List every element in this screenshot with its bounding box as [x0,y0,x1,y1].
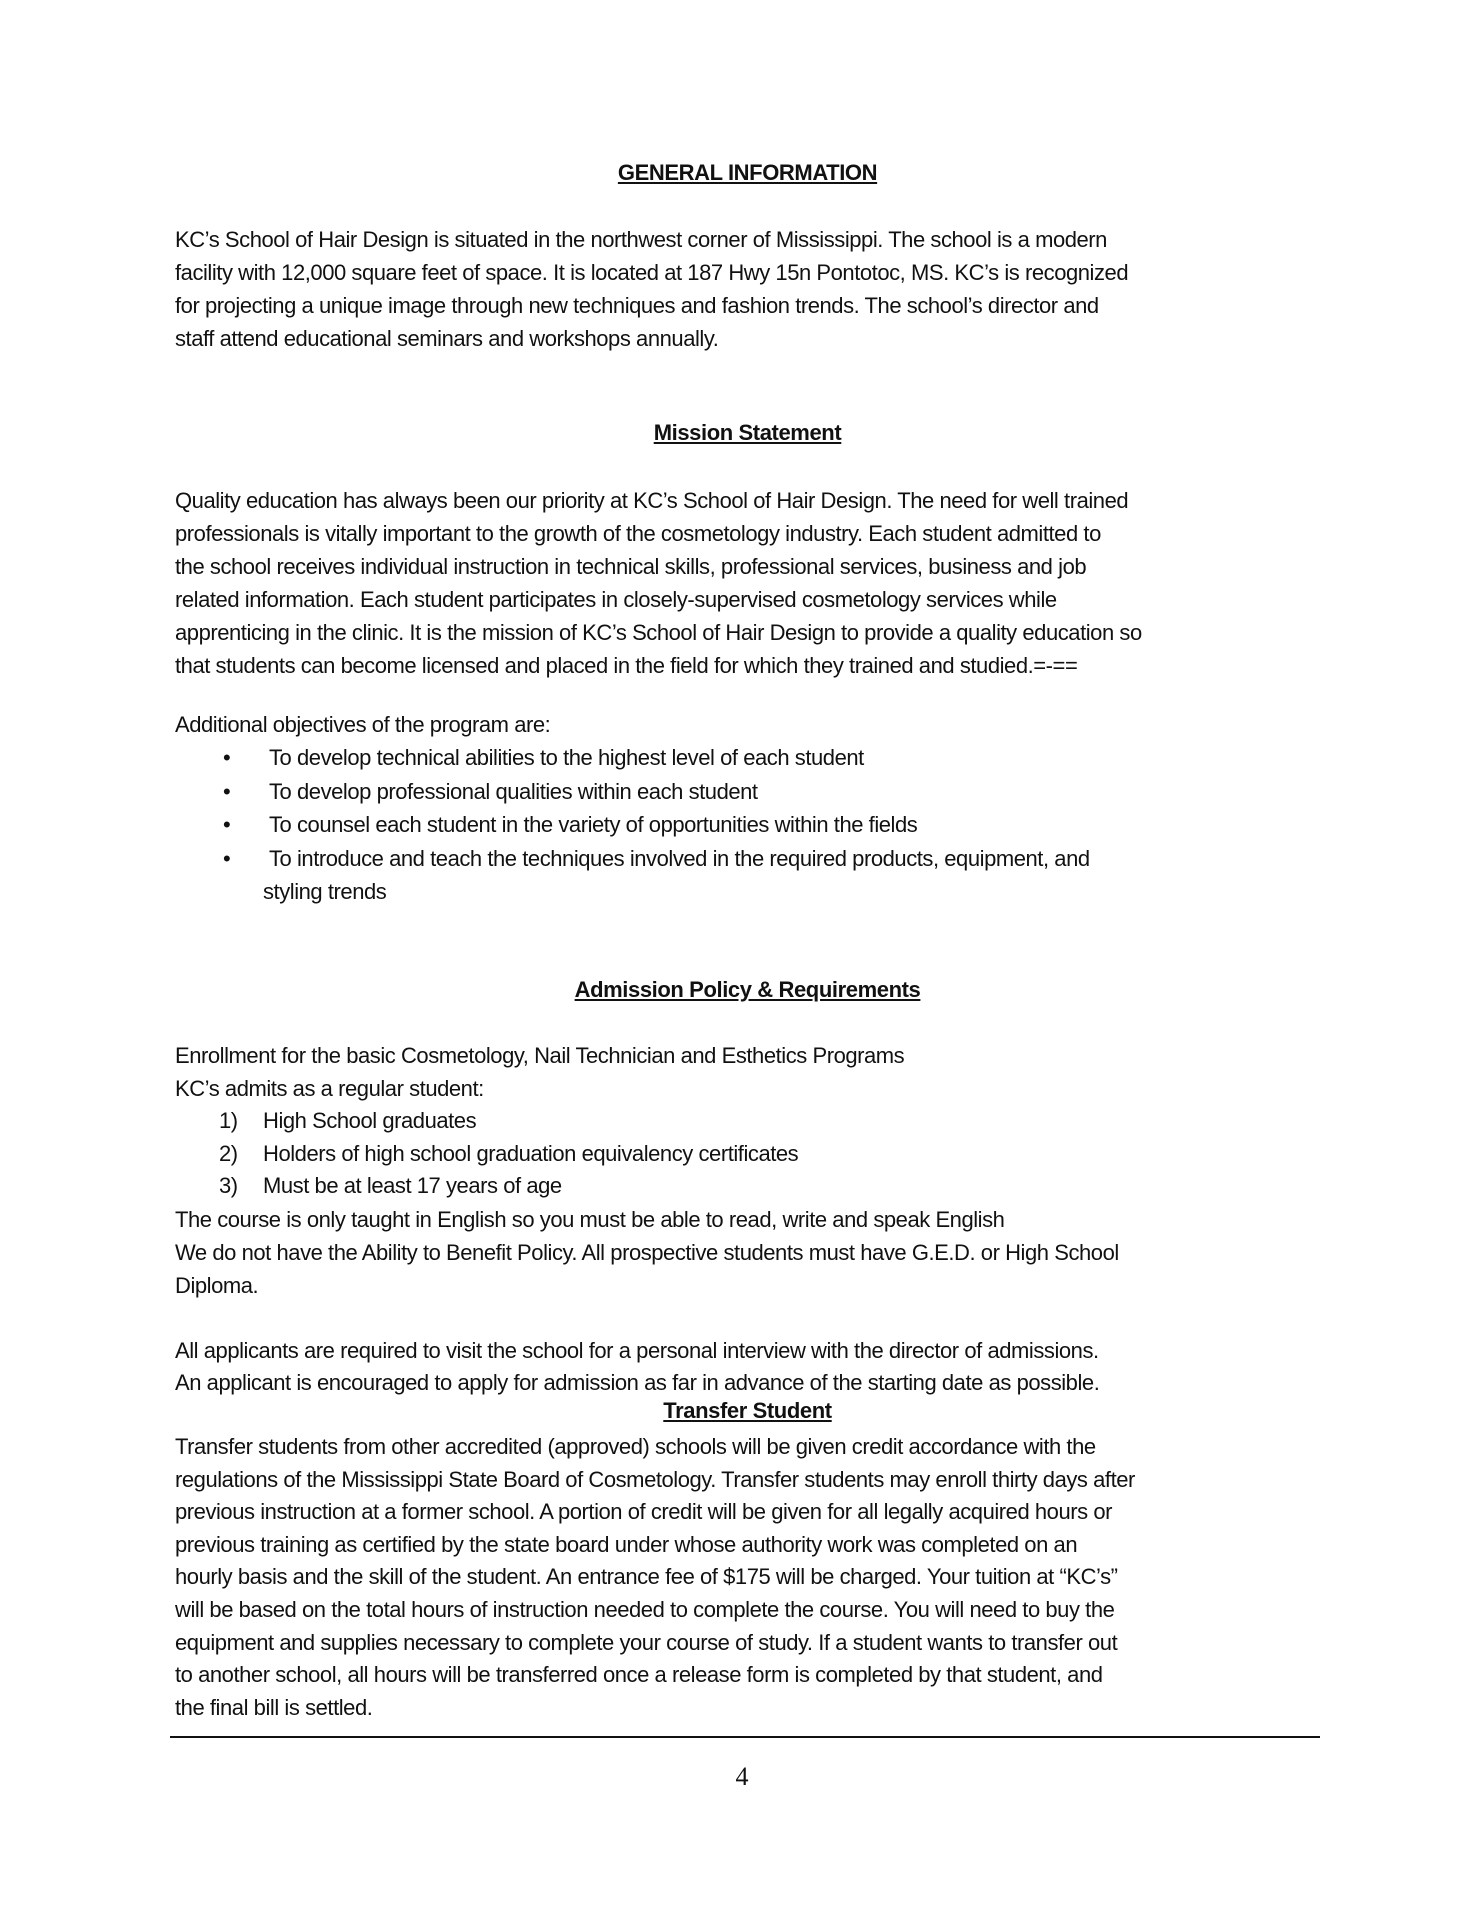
text-line: for projecting a unique image through new techniques and fashion trends. The school’s director and [175,293,1099,318]
admission-details [175,1203,1320,1302]
text-line: professionals is vitally important to the growth of the cosmetology industry. Each student admitted to [175,521,1101,546]
mission-statement-heading: Mission Statement [653,420,842,445]
text-line: We do not have the Ability to Benefit Policy. All prospective students must have G.E.D. or High School [175,1240,1119,1265]
text-line: staff attend educational seminars and workshops annually. [175,326,719,351]
objective-continuation: styling trends [263,879,387,904]
text-line: The course is only taught in English so you must be able to read, write and speak English [175,1207,1005,1232]
text-line: the final bill is settled. [175,1694,373,1720]
list-number: 3) [219,1173,238,1198]
text-line: KC’s School of Hair Design is situated in the northwest corner of Mississippi. The school is a modern [175,227,1107,252]
objectives-intro: Additional objectives of the program are: [175,712,551,737]
bullet-icon: • [223,745,231,770]
text-line: apprenticing in the clinic. It is the mission of KC’s School of Hair Design to provide a quality education so [175,620,1142,645]
text-line: facility with 12,000 square feet of space. It is located at 187 Hwy 15n Pontotoc, MS. KC’s is recognized [175,260,1129,285]
list-number: 1) [219,1108,238,1133]
requirement-item: 2) Holders of high school graduation equivalency certificates [175,1138,1320,1171]
objectives-list [175,741,1320,909]
text-line: hourly basis and the skill of the student. An entrance fee of $175 will be charged. Your tuition at “KC’s” [175,1564,1118,1590]
general-information-heading: GENERAL INFORMATION [617,160,878,185]
requirement-item: 1) High School graduates [175,1105,1320,1138]
text-line: previous instruction at a former school. A portion of credit will be given for all legally acquired hours or [175,1499,1113,1525]
text-line: related information. Each student participates in closely-supervised cosmetology services while [175,587,1057,612]
page-number: 4 [735,1762,749,1791]
admission-policy-heading: Admission Policy & Requirements [574,977,921,1002]
text-line: Diploma. [175,1273,259,1298]
bullet-icon: • [223,778,231,804]
bullet-icon: • [223,812,231,837]
objective-item: • To develop technical abilities to the highest level of each student [175,741,1320,775]
text-line: An applicant is encouraged to apply for admission as far in advance of the starting date as possible. [175,1370,1100,1395]
text-line: Transfer students from other accredited (approved) schools will be given credit accordance with the [175,1434,1096,1459]
text-line: the school receives individual instruction in technical skills, professional services, business and job [175,554,1087,579]
interview-paragraph [175,1335,1320,1399]
admission-intro [175,1039,1320,1105]
text-line: All applicants are required to visit the school for a personal interview with the director of admissions. [175,1338,1099,1363]
mission-statement-paragraph [175,484,1320,682]
text-line: Quality education has always been our priority at KC’s School of Hair Design. The need for well trained [175,488,1129,513]
list-number: 2) [219,1140,238,1166]
text-line: KC’s admits as a regular student: [175,1076,484,1101]
general-information-paragraph [175,223,1320,355]
transfer-student-paragraph [175,1431,1320,1724]
text-line: will be based on the total hours of instruction needed to complete the course. You will need to buy the [175,1596,1115,1622]
transfer-student-heading: Transfer Student [663,1398,832,1423]
requirement-item: 3) Must be at least 17 years of age [175,1170,1320,1203]
text-line: previous training as certified by the state board under whose authority work was completed on an [175,1531,1078,1557]
objective-item: • To develop professional qualities within each student [175,775,1320,809]
text-line: Enrollment for the basic Cosmetology, Nail Technician and Esthetics Programs [175,1043,905,1068]
text-line: equipment and supplies necessary to complete your course of study. If a student wants to transfer out [175,1629,1118,1655]
requirements-list [175,1105,1320,1203]
objective-item: • To counsel each student in the variety of opportunities within the fields [175,808,1320,842]
text-line: regulations of the Mississippi State Board of Cosmetology. Transfer students may enroll thirty days after [175,1466,1135,1492]
bullet-icon: • [223,845,231,871]
objective-item: • To introduce and teach the techniques involved in the required products, equipment, and styling trends [175,842,1320,909]
text-line: that students can become licensed and placed in the field for which they trained and studied.=-== [175,653,1078,678]
footer-divider [170,1736,1320,1738]
text-line: to another school, all hours will be transferred once a release form is completed by that student, and [175,1662,1103,1688]
